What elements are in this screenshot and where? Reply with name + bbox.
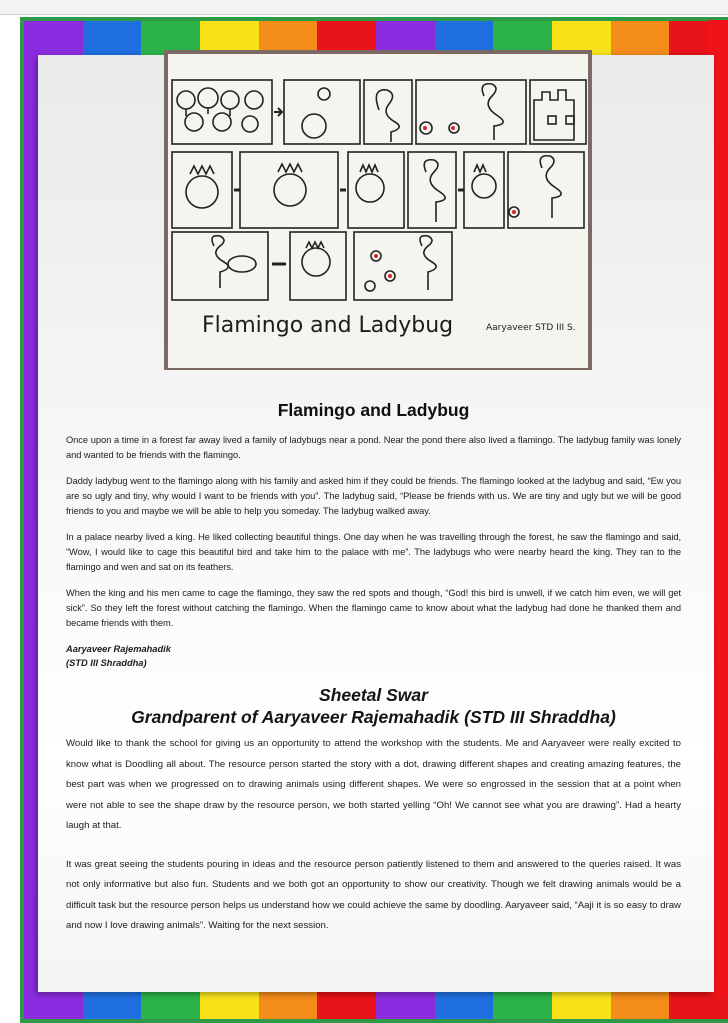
rainbow-left-edge: [24, 66, 38, 990]
grandparent-feedback: [66, 734, 681, 937]
drawing-photo: [164, 50, 592, 370]
story-paragraph: In a palace nearby lived a king. He liked collecting beautiful things. One day when he was travelling through the forest, he saw the flamingo and said, “Wow, I would like to cage this beautiful bird and take him to the palace with me”. The ladybugs who were nearby heard the king. They ran to the flamingo and wen and sat on its feathers.: [66, 532, 681, 572]
story-title: Flamingo and Ladybug: [277, 400, 470, 420]
grandparent-name: Sheetal Swar: [319, 685, 428, 705]
author-name: Aaryaveer Rajemahadik: [66, 644, 171, 654]
grandparent-role: Grandparent of Aaryaveer Rajemahadik (STD III Shraddha): [131, 707, 616, 727]
story-paragraph: Daddy ladybug went to the flamingo along with his family and asked him if they could be friends. The flamingo looked at the ladybug and said, “Ew you are so ugly and tiny, why would I want to be friends with you”. The ladybug said, “Please be friends with us. We are tiny and ugly but we will be good friends to you and maybe we will be able to help you someday. The ladybug walked away.: [66, 476, 681, 516]
photo-caption: Flamingo and Ladybug: [202, 313, 454, 338]
comic-drawing: [164, 50, 592, 370]
feedback-paragraph: It was great seeing the students pouring in ideas and the resource person patiently listened to them and answered to the queries raised. It was not only informative but also fun. Students and we both got an opportunity to show our creativity. Though we felt drawing animals would be a difficult task but the resource person helps us understand how we could achieve the same by doodling. Aaryaveer said, “Aaji it is so easy to draw and now I love drawing animals”. Waiting for the next session.: [66, 858, 681, 931]
top-edge: [0, 0, 728, 15]
story-body: [66, 433, 681, 631]
photo-signature: Aaryaveer STD III S.: [486, 323, 576, 333]
author-class: (STD III Shraddha): [66, 658, 147, 668]
story-paragraph: When the king and his men came to cage the flamingo, they saw the red spots and though, “God! this bird is unwell, if we catch him even, we will get sick”. So they left the forest without catching the flamingo. When the flamingo came to know about what the ladybug had done he thanked them and became friends with them.: [66, 588, 681, 628]
story-paragraph: Once upon a time in a forest far away lived a family of ladybugs near a pond. Near the pond there also lived a flamingo. The ladybug family was lonely and wanted to be friends with the flamingo.: [66, 435, 681, 460]
feedback-paragraph: Would like to thank the school for giving us an opportunity to attend the workshop with the students. Me and Aaryaveer were really excited to know what is Doodling all about. The resource person started the story with a dot, drawing different shapes and creating amazing features, the best part was when we progressed on to drawing animals using different shapes. We were so engrossed in the session that at a point when were not able to see the shape draw by the resource person, we both started yelling “Oh! We cannot see what you are drawing”. Had a hearty laugh at that.: [66, 738, 681, 831]
article: [66, 400, 681, 937]
